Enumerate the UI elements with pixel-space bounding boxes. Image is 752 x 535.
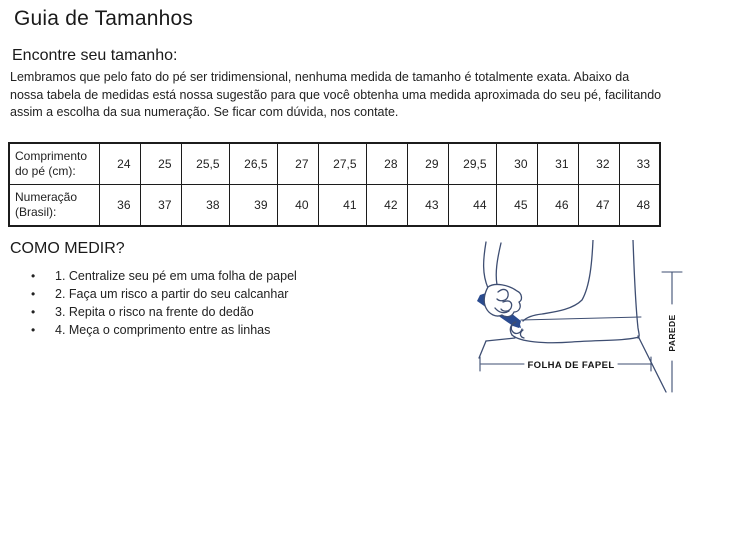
intro-paragraph	[10, 69, 752, 122]
size-cell: 25	[140, 143, 181, 185]
como-medir-heading: COMO MEDIR?	[10, 239, 125, 257]
leg-front-outline	[523, 240, 593, 321]
size-cell: 24	[99, 143, 140, 185]
size-cell: 30	[496, 143, 537, 185]
paper-label: FOLHA DE FAPEL	[527, 360, 615, 371]
size-cell: 26,5	[229, 143, 277, 185]
size-cell: 46	[537, 184, 578, 226]
size-cell: 31	[537, 143, 578, 185]
size-cell: 39	[229, 184, 277, 226]
size-row-label: Numeração (Brasil):	[9, 184, 99, 226]
sole-outline	[512, 335, 639, 343]
size-table-body	[9, 143, 660, 226]
size-cell: 47	[578, 184, 619, 226]
size-cell: 33	[619, 143, 660, 185]
measure-step: • 1. Centralize seu pé em uma folha de papel	[31, 267, 752, 285]
size-cell: 29,5	[448, 143, 496, 185]
size-cell: 27	[277, 143, 318, 185]
wall-label: PAREDE	[667, 314, 677, 352]
size-cell: 27,5	[318, 143, 366, 185]
size-cell: 40	[277, 184, 318, 226]
size-cell: 42	[366, 184, 407, 226]
size-cell: 28	[366, 143, 407, 185]
page-title: Guia de Tamanhos	[14, 7, 194, 30]
arm-outline	[484, 242, 488, 288]
size-cell: 48	[619, 184, 660, 226]
size-cell: 29	[407, 143, 448, 185]
size-cell: 25,5	[181, 143, 229, 185]
foot-measure-illustration	[440, 240, 752, 398]
size-table-row	[9, 184, 660, 226]
size-row-label: Comprimento do pé (cm):	[9, 143, 99, 185]
size-cell: 38	[181, 184, 229, 226]
toe-mark-line	[521, 317, 641, 320]
paper-edge	[486, 338, 515, 341]
size-table-row	[9, 143, 660, 185]
measure-step: • 3. Repita o risco na frente do dedão	[31, 303, 752, 321]
size-cell: 37	[140, 184, 181, 226]
size-table	[8, 142, 661, 227]
intro-line: assim a escolha da sua numeração. Se ficar com dúvida, nos contate.	[10, 105, 399, 119]
intro-line: Lembramos que pelo fato do pé ser tridimensional, nenhuma medida de tamanho é totalmente exata. Abaixo da	[10, 70, 630, 84]
size-cell: 41	[318, 184, 366, 226]
foot-measure-diagram	[440, 240, 752, 398]
size-cell: 43	[407, 184, 448, 226]
intro-line: nossa tabela de medidas está nossa sugestão para que você obtenha uma medida aproximada do seu pé, facilitando	[10, 87, 662, 102]
size-cell: 44	[448, 184, 496, 226]
size-cell: 45	[496, 184, 537, 226]
find-size-heading: Encontre seu tamanho:	[12, 47, 178, 64]
measure-step: • 2. Faça um risco a partir do seu calcanhar	[31, 285, 752, 303]
size-cell: 32	[578, 143, 619, 185]
toe-outline	[520, 330, 524, 338]
arm-outline	[496, 243, 501, 285]
size-cell: 36	[99, 184, 140, 226]
paper-edge	[479, 341, 486, 358]
leg-back-outline	[633, 240, 639, 338]
measure-step: • 4. Meça o comprimento entre as linhas	[31, 321, 752, 339]
